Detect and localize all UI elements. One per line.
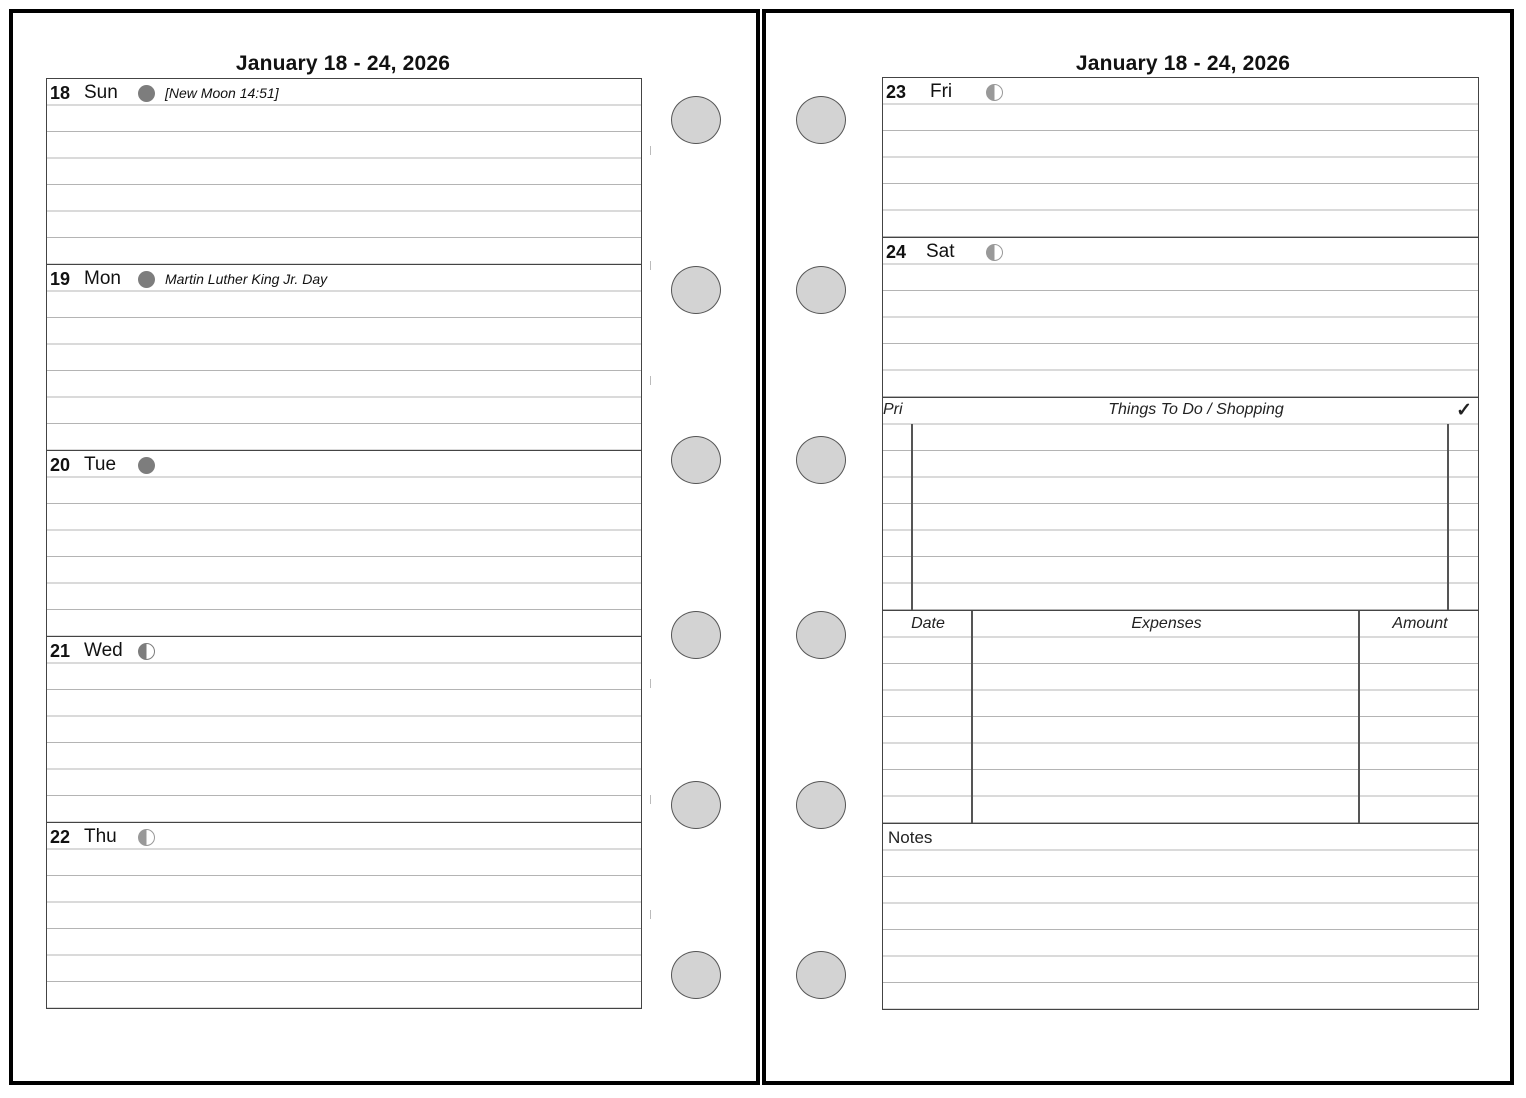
check-divider <box>1447 424 1449 610</box>
day-header <box>50 454 155 476</box>
expenses-date-label: Date <box>911 615 945 632</box>
todo-title: Things To Do / Shopping <box>1108 401 1284 418</box>
left-page <box>9 9 760 1085</box>
day-number: 21 <box>50 640 71 661</box>
day-name: Wed <box>84 640 123 661</box>
binder-hole <box>796 96 846 144</box>
day-number: 19 <box>50 268 71 289</box>
binder-hole <box>796 266 846 314</box>
notes-section[interactable] <box>882 823 1479 1010</box>
full-moon-icon <box>138 271 155 288</box>
binder-hole <box>796 781 846 829</box>
right-page-title: January 18 - 24, 2026 <box>1075 52 1291 75</box>
day-number: 24 <box>886 241 907 262</box>
day-note: Martin Luther King Jr. Day <box>165 271 328 287</box>
day-block-23[interactable] <box>882 77 1479 238</box>
full-moon-icon <box>138 85 155 102</box>
todo-priority-label: Pri <box>883 401 903 418</box>
day-header <box>50 640 155 662</box>
right-page <box>762 9 1514 1085</box>
day-name: Fri <box>930 81 953 102</box>
check-icon: ✓ <box>1456 400 1472 421</box>
day-block-20[interactable] <box>46 450 642 637</box>
expenses-section[interactable] <box>882 610 1479 824</box>
day-block-19[interactable] <box>46 264 642 451</box>
day-header <box>50 826 155 848</box>
page-tick <box>650 376 651 385</box>
binder-hole <box>796 611 846 659</box>
day-number: 18 <box>50 82 71 103</box>
binder-hole <box>796 436 846 484</box>
date-divider <box>971 611 973 823</box>
expenses-label: Expenses <box>1131 615 1202 632</box>
notes-label: Notes <box>888 828 933 847</box>
binder-hole <box>671 96 721 144</box>
day-block-18[interactable] <box>46 78 642 265</box>
half-moon-icon <box>986 244 1003 261</box>
binder-hole <box>671 266 721 314</box>
page-tick <box>650 910 651 919</box>
day-block-21[interactable] <box>46 636 642 823</box>
left-page-title: January 18 - 24, 2026 <box>235 52 451 75</box>
binder-hole <box>796 951 846 999</box>
day-block-22[interactable] <box>46 822 642 1009</box>
page-tick <box>650 679 651 688</box>
day-name: Tue <box>84 454 117 475</box>
todo-section[interactable] <box>882 397 1479 611</box>
priority-divider <box>911 424 913 610</box>
day-block-24[interactable] <box>882 237 1479 398</box>
amount-divider <box>1358 611 1360 823</box>
page-tick <box>650 146 651 155</box>
half-moon-icon <box>138 829 155 846</box>
day-header <box>50 82 279 104</box>
day-number: 20 <box>50 454 71 475</box>
binder-hole <box>671 781 721 829</box>
day-header <box>50 268 327 290</box>
day-note: [New Moon 14:51] <box>165 85 279 101</box>
day-number: 23 <box>886 81 907 102</box>
day-header <box>886 241 1003 263</box>
binder-hole <box>671 951 721 999</box>
page-tick <box>650 795 651 804</box>
binder-hole <box>671 436 721 484</box>
day-number: 22 <box>50 826 71 847</box>
day-name: Sat <box>926 241 955 262</box>
expenses-amount-label: Amount <box>1392 615 1448 632</box>
day-header <box>886 81 1003 103</box>
day-name: Mon <box>84 268 121 289</box>
full-moon-icon <box>138 457 155 474</box>
page-tick <box>650 261 651 270</box>
half-moon-icon <box>986 84 1003 101</box>
half-moon-icon <box>138 643 155 660</box>
day-name: Thu <box>84 826 117 847</box>
day-name: Sun <box>84 82 118 103</box>
binder-hole <box>671 611 721 659</box>
